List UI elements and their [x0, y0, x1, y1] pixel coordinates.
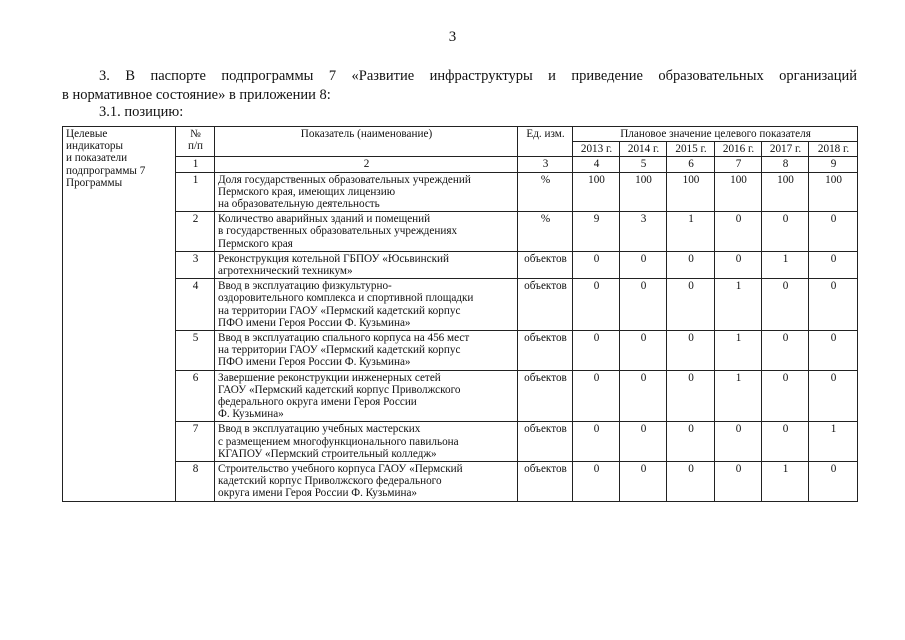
indicator-name: [215, 370, 518, 422]
value-cell: 1: [809, 422, 858, 462]
row-number: 1: [176, 172, 215, 212]
table-row: [63, 462, 858, 502]
column-number: 2: [215, 157, 518, 172]
value-cell: 0: [762, 279, 809, 331]
value-cell: 0: [573, 462, 620, 502]
value-cell: 0: [667, 422, 715, 462]
value-cell: 0: [620, 370, 667, 422]
indicators-table: [62, 126, 858, 502]
column-number: 3: [518, 157, 573, 172]
indicator-name: [215, 331, 518, 371]
planned-value-header: Плановое значение целевого показателя: [573, 127, 858, 142]
row-number: 6: [176, 370, 215, 422]
value-cell: 0: [715, 462, 762, 502]
amendment-paragraph: [62, 67, 857, 105]
table-row: [63, 212, 858, 252]
indicator-name-line: Количество аварийных зданий и помещений: [218, 213, 431, 226]
amendment-paragraph-line-2: в нормативное состояние» в приложении 8:: [62, 87, 331, 103]
column-number-row: [63, 157, 858, 172]
value-cell: 1: [715, 370, 762, 422]
indicator-name-line: в государственных образовательных учреждениях: [218, 225, 458, 238]
value-cell: 0: [573, 251, 620, 278]
value-cell: 100: [573, 172, 620, 212]
year-header: 2013 г.: [573, 142, 620, 157]
indicator-name-line: Ф. Кузьмина»: [218, 408, 284, 421]
unit-cell: %: [518, 212, 573, 252]
indicator-header: Показатель (наименование): [215, 127, 518, 157]
indicator-name: [215, 462, 518, 502]
indicator-name-line: Ввод в эксплуатацию физкультурно-: [218, 280, 392, 293]
value-cell: 0: [573, 331, 620, 371]
indicator-name: [215, 279, 518, 331]
table-row: [63, 251, 858, 278]
value-cell: 0: [809, 370, 858, 422]
value-cell: 0: [620, 331, 667, 371]
value-cell: 0: [620, 251, 667, 278]
year-header: 2017 г.: [762, 142, 809, 157]
column-number: 7: [715, 157, 762, 172]
indicator-name-line: на территории ГАОУ «Пермский кадетский корпус: [218, 344, 461, 357]
year-header: 2016 г.: [715, 142, 762, 157]
unit-cell: %: [518, 172, 573, 212]
value-cell: 0: [573, 370, 620, 422]
indicator-name-line: федерального округа имени Героя России: [218, 396, 417, 409]
value-cell: 0: [715, 212, 762, 252]
value-cell: 0: [762, 331, 809, 371]
indicator-name-line: ГАОУ «Пермский кадетский корпус Приволжского: [218, 383, 461, 396]
column-number: 9: [809, 157, 858, 172]
num-header: [176, 127, 215, 157]
value-cell: 0: [667, 331, 715, 371]
value-cell: 1: [715, 331, 762, 371]
header-row-1: [63, 127, 858, 142]
indicator-name-line: Завершение реконструкции инженерных сетей: [218, 371, 441, 384]
value-cell: 0: [715, 251, 762, 278]
value-cell: 100: [762, 172, 809, 212]
value-cell: 1: [762, 251, 809, 278]
table-row: [63, 370, 858, 422]
unit-cell: объектов: [518, 462, 573, 502]
indicator-name-line: на территории ГАОУ «Пермский кадетский корпус: [218, 304, 461, 317]
value-cell: 100: [667, 172, 715, 212]
category-line: и показатели: [66, 152, 128, 165]
value-cell: 0: [762, 422, 809, 462]
unit-cell: объектов: [518, 422, 573, 462]
table-row: [63, 172, 858, 212]
num-header-line-2: п/п: [187, 140, 204, 153]
indicator-name-line: Ввод в эксплуатацию спального корпуса на 456 мест: [218, 332, 470, 345]
amendment-paragraph-line-1: 3. В паспорте подпрограммы 7 «Развитие инфраструктуры и приведение образовательных организаций: [99, 68, 857, 84]
unit-header: Ед. изм.: [518, 127, 573, 157]
value-cell: 100: [620, 172, 667, 212]
column-number: 4: [573, 157, 620, 172]
column-number: 6: [667, 157, 715, 172]
row-number: 2: [176, 212, 215, 252]
page-number: 3: [448, 29, 457, 45]
indicator-name: [215, 212, 518, 252]
indicator-name-line: с размещением многофункционального павильона: [218, 435, 459, 448]
indicator-name-line: агротехнический техникум»: [218, 265, 353, 278]
category-cell: [63, 127, 176, 502]
value-cell: 0: [620, 462, 667, 502]
category-line: Программы: [66, 176, 123, 189]
indicator-name-line: Ввод в эксплуатацию учебных мастерских: [218, 423, 421, 436]
indicator-name: [215, 251, 518, 278]
table-row: [63, 422, 858, 462]
value-cell: 1: [667, 212, 715, 252]
indicator-name: [215, 172, 518, 212]
category-line: индикаторы: [66, 140, 124, 153]
row-number: 3: [176, 251, 215, 278]
value-cell: 0: [620, 279, 667, 331]
unit-cell: объектов: [518, 279, 573, 331]
indicator-name-line: КГАПОУ «Пермский строительный колледж»: [218, 447, 437, 460]
year-header: 2015 г.: [667, 142, 715, 157]
table-row: [63, 331, 858, 371]
year-header: 2018 г.: [809, 142, 858, 157]
unit-cell: объектов: [518, 251, 573, 278]
value-cell: 0: [667, 279, 715, 331]
table-row: [63, 279, 858, 331]
num-header-line-1: №: [190, 128, 201, 140]
indicator-name-line: на образовательную деятельность: [218, 198, 380, 211]
value-cell: 0: [809, 331, 858, 371]
indicator-name-line: кадетский корпус Приволжского федерального: [218, 475, 442, 488]
year-header: 2014 г.: [620, 142, 667, 157]
indicator-name-line: округа имени Героя России Ф. Кузьмина»: [218, 487, 418, 500]
value-cell: 100: [715, 172, 762, 212]
value-cell: 0: [667, 370, 715, 422]
column-number: 1: [176, 157, 215, 172]
value-cell: 0: [762, 212, 809, 252]
value-cell: 0: [620, 422, 667, 462]
row-number: 4: [176, 279, 215, 331]
value-cell: 1: [715, 279, 762, 331]
column-number: 5: [620, 157, 667, 172]
value-cell: 3: [620, 212, 667, 252]
indicator-name-line: Пермского края: [218, 237, 293, 250]
value-cell: 0: [809, 251, 858, 278]
unit-cell: объектов: [518, 370, 573, 422]
indicator-name-line: Реконструкция котельной ГБПОУ «Юсьвинский: [218, 252, 450, 265]
indicator-name: [215, 422, 518, 462]
value-cell: 100: [809, 172, 858, 212]
row-number: 5: [176, 331, 215, 371]
position-paragraph: 3.1. позицию:: [99, 104, 184, 120]
value-cell: 0: [715, 422, 762, 462]
value-cell: 0: [762, 370, 809, 422]
value-cell: 9: [573, 212, 620, 252]
value-cell: 0: [667, 462, 715, 502]
value-cell: 0: [573, 279, 620, 331]
value-cell: 0: [667, 251, 715, 278]
category-line: подпрограммы 7: [66, 164, 146, 177]
indicator-name-line: ПФО имени Героя России Ф. Кузьмина»: [218, 316, 411, 329]
indicator-name-line: ПФО имени Героя России Ф. Кузьмина»: [218, 356, 411, 369]
value-cell: 0: [809, 462, 858, 502]
unit-cell: объектов: [518, 331, 573, 371]
row-number: 7: [176, 422, 215, 462]
column-number: 8: [762, 157, 809, 172]
indicator-name-line: оздоровительного комплекса и спортивной площадки: [218, 292, 474, 305]
value-cell: 1: [762, 462, 809, 502]
value-cell: 0: [573, 422, 620, 462]
value-cell: 0: [809, 279, 858, 331]
row-number: 8: [176, 462, 215, 502]
value-cell: 0: [809, 212, 858, 252]
indicator-name-line: Строительство учебного корпуса ГАОУ «Пермский: [218, 463, 463, 476]
category-line: Целевые: [66, 128, 108, 140]
indicator-name-line: Пермского края, имеющих лицензию: [218, 185, 396, 198]
indicator-name-line: Доля государственных образовательных учреждений: [218, 173, 471, 186]
